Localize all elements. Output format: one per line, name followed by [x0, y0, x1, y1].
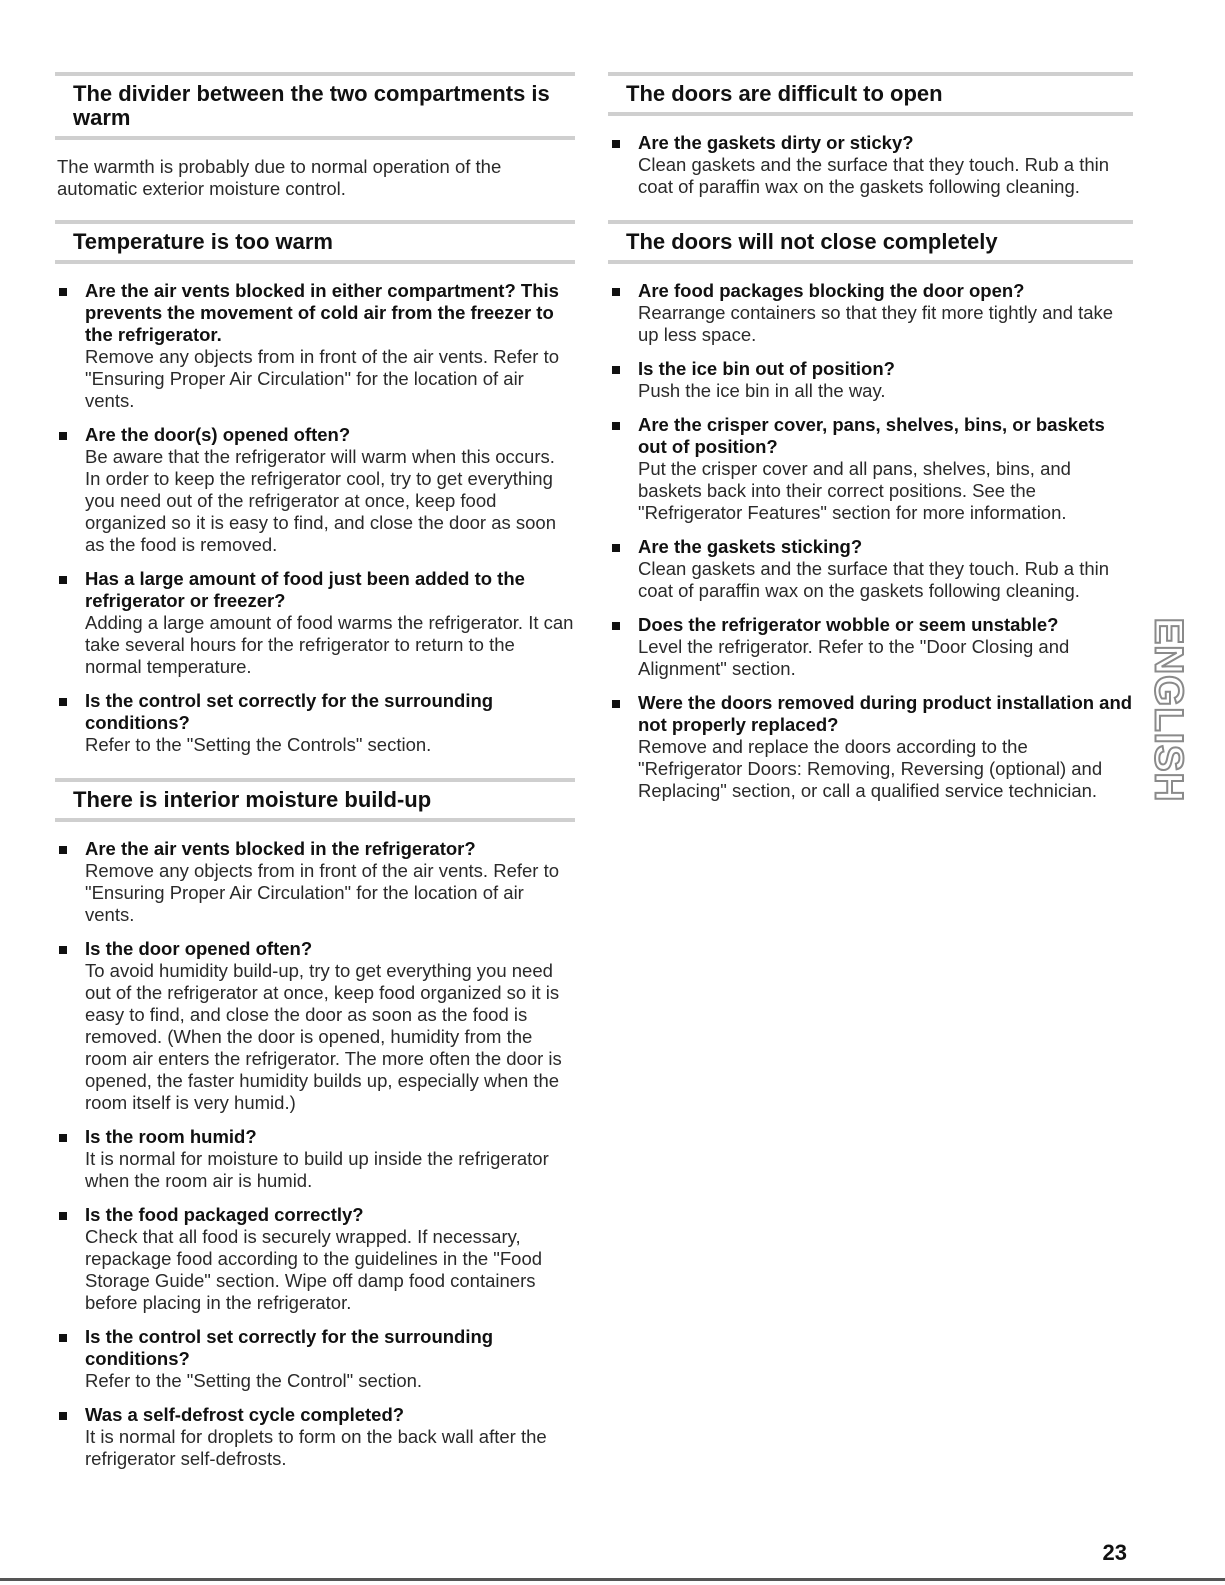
list-item — [55, 1326, 575, 1392]
answer: Be aware that the refrigerator will warm when this occurs. In order to keep the refrigerator cool, try to get everything you need out of the refrigerator at once, keep food organized so it is easy to find, and close the door as soon as the food is removed. — [85, 446, 557, 555]
answer: Remove and replace the doors according to the "Refrigerator Doors: Removing, Reversing (optional) and Replacing" section, or call a qualified service technician. — [638, 736, 1103, 801]
question: Is the room humid? — [85, 1126, 257, 1147]
section-title: The doors are difficult to open — [626, 81, 943, 106]
list-item — [608, 414, 1133, 524]
square-bullet-icon — [612, 288, 620, 296]
question: Are the air vents blocked in the refrigerator? — [85, 838, 476, 859]
list-item — [55, 280, 575, 412]
question: Is the ice bin out of position? — [638, 358, 895, 379]
question: Is the control set correctly for the surrounding conditions? — [85, 1326, 494, 1369]
question: Has a large amount of food just been added to the refrigerator or freezer? — [85, 568, 525, 611]
section-text: The warmth is probably due to normal operation of the automatic exterior moisture control. — [57, 156, 502, 199]
square-bullet-icon — [59, 576, 67, 584]
list-item — [55, 838, 575, 926]
list-item — [608, 358, 1133, 402]
square-bullet-icon — [59, 432, 67, 440]
section-title: The divider between the two compartments is warm — [73, 81, 550, 130]
list-item — [608, 536, 1133, 602]
answer: It is normal for droplets to form on the back wall after the refrigerator self-defrosts. — [85, 1426, 547, 1469]
square-bullet-icon — [612, 622, 620, 630]
square-bullet-icon — [612, 544, 620, 552]
question-list — [55, 280, 575, 756]
answer: Level the refrigerator. Refer to the "Door Closing and Alignment" section. — [638, 636, 1070, 679]
section-title: Temperature is too warm — [73, 229, 333, 254]
question: Are the door(s) opened often? — [85, 424, 351, 445]
question: Are the gaskets sticking? — [638, 536, 863, 557]
list-item — [608, 692, 1133, 802]
section-interior-moisture — [55, 778, 575, 1470]
answer: Adding a large amount of food warms the refrigerator. It can take several hours for the refrigerator to return to the normal temperature. — [85, 612, 574, 677]
square-bullet-icon — [59, 1412, 67, 1420]
question: Was a self-defrost cycle completed? — [85, 1404, 405, 1425]
square-bullet-icon — [612, 422, 620, 430]
question-list — [608, 132, 1133, 198]
square-bullet-icon — [59, 1334, 67, 1342]
question: Are the gaskets dirty or sticky? — [638, 132, 914, 153]
list-item — [55, 1204, 575, 1314]
square-bullet-icon — [612, 366, 620, 374]
answer: Rearrange containers so that they fit more tightly and take up less space. — [638, 302, 1114, 345]
square-bullet-icon — [59, 846, 67, 854]
answer: It is normal for moisture to build up inside the refrigerator when the room air is humid. — [85, 1148, 549, 1191]
question: Is the control set correctly for the surrounding conditions? — [85, 690, 494, 733]
answer: Put the crisper cover and all pans, shelves, bins, and baskets back into their correct positions. See the "Refrigerator Features" section for more information. — [638, 458, 1071, 523]
section-temperature-too-warm — [55, 220, 575, 756]
page-bottom-rule — [0, 1578, 1225, 1581]
question: Is the door opened often? — [85, 938, 313, 959]
question: Are food packages blocking the door open? — [638, 280, 1025, 301]
answer: To avoid humidity build-up, try to get everything you need out of the refrigerator at once, keep food organized so it is easy to find, and close the door as soon as the food is removed. (When the door is opened, humidity from the room air enters the refrigerator. The more often the door is opened, the faster humidity builds up, especially when the room itself is very humid.) — [85, 960, 562, 1113]
square-bullet-icon — [612, 700, 620, 708]
answer: Remove any objects from in front of the air vents. Refer to "Ensuring Proper Air Circulation" for the location of air vents. — [85, 346, 560, 411]
question: Are the crisper cover, pans, shelves, bins, or baskets out of position? — [638, 414, 1105, 457]
question: Is the food packaged correctly? — [85, 1204, 364, 1225]
square-bullet-icon — [59, 1212, 67, 1220]
section-header — [55, 72, 575, 140]
square-bullet-icon — [59, 288, 67, 296]
list-item — [55, 938, 575, 1114]
section-header — [608, 72, 1133, 116]
list-item — [55, 568, 575, 678]
square-bullet-icon — [59, 1134, 67, 1142]
question-list — [608, 280, 1133, 802]
answer: Clean gaskets and the surface that they touch. Rub a thin coat of paraffin wax on the gaskets following cleaning. — [638, 558, 1110, 601]
language-tab — [1146, 575, 1191, 845]
list-item — [55, 1126, 575, 1192]
answer: Clean gaskets and the surface that they touch. Rub a thin coat of paraffin wax on the gaskets following cleaning. — [638, 154, 1110, 197]
answer: Check that all food is securely wrapped. If necessary, repackage food according to the guidelines in the "Food Storage Guide" section. Wipe off damp food containers before placing in the refrigerator. — [85, 1226, 543, 1313]
list-item — [55, 424, 575, 556]
right-column — [608, 72, 1133, 824]
square-bullet-icon — [612, 140, 620, 148]
list-item — [608, 280, 1133, 346]
list-item — [55, 1404, 575, 1470]
left-column — [55, 72, 575, 1492]
question: Does the refrigerator wobble or seem unstable? — [638, 614, 1059, 635]
answer: Refer to the "Setting the Controls" section. — [85, 734, 432, 755]
list-item — [55, 690, 575, 756]
question-list — [55, 838, 575, 1470]
section-doors-difficult-to-open — [608, 72, 1133, 198]
square-bullet-icon — [59, 946, 67, 954]
answer: Refer to the "Setting the Control" section. — [85, 1370, 423, 1391]
list-item — [608, 132, 1133, 198]
section-divider-warm — [55, 72, 575, 200]
section-title: The doors will not close completely — [626, 229, 998, 254]
page-number: 23 — [1102, 1540, 1127, 1565]
section-header — [55, 778, 575, 822]
section-header — [55, 220, 575, 264]
section-doors-will-not-close — [608, 220, 1133, 802]
question: Are the air vents blocked in either compartment? This prevents the movement of cold air from the freezer to the refrigerator. — [85, 280, 559, 345]
square-bullet-icon — [59, 698, 67, 706]
question: Were the doors removed during product installation and not properly replaced? — [638, 692, 1133, 735]
language-tab-label: ENGLISH — [1146, 617, 1191, 803]
answer: Push the ice bin in all the way. — [638, 380, 886, 401]
answer: Remove any objects from in front of the air vents. Refer to "Ensuring Proper Air Circulation" for the location of air vents. — [85, 860, 560, 925]
section-title: There is interior moisture build-up — [73, 787, 432, 812]
list-item — [608, 614, 1133, 680]
section-header — [608, 220, 1133, 264]
